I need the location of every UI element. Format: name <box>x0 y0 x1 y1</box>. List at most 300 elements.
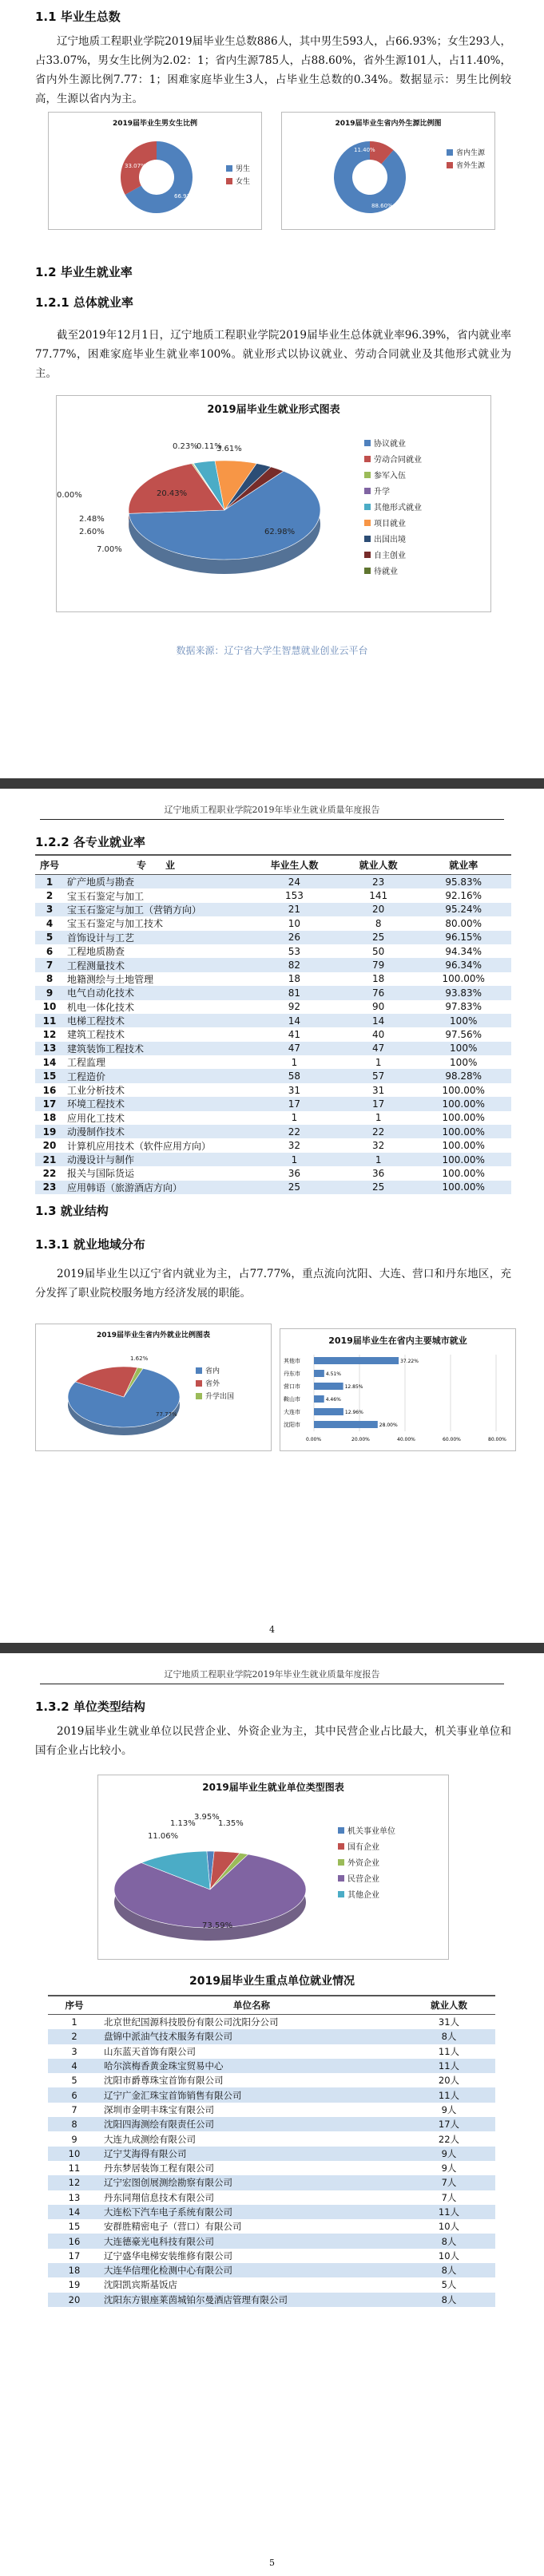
legend-label: 协议就业 <box>374 440 406 449</box>
table-cell: 50 <box>372 945 385 957</box>
table-cell: 3 <box>35 903 64 916</box>
legend-item <box>364 485 422 497</box>
table-row <box>48 2190 495 2205</box>
table-cell: 25 <box>341 1181 416 1194</box>
pie-value-label-1: 20.43% <box>157 489 188 498</box>
table-row <box>35 1166 511 1180</box>
bar-2 <box>314 1383 343 1390</box>
table-cell: 153 <box>284 890 304 902</box>
bar-0 <box>314 1357 399 1364</box>
page-number: 5 <box>269 2558 275 2568</box>
table-cell: 大连华信理化检测中心有限公司 <box>101 2263 403 2277</box>
bar-value-label: 28.00% <box>379 1423 398 1428</box>
region-legend <box>196 1363 234 1403</box>
pie-value-label-5: 7.00% <box>97 545 122 554</box>
bar-value-label: 12.96% <box>344 1410 363 1415</box>
region-chart-title: 2019届毕业生省内外就业比例图表 <box>96 1332 211 1339</box>
data-source: 数据来源：辽宁省大学生智慧就业创业云平台 <box>176 645 368 656</box>
paragraph-region: 2019届毕业生以辽宁省内就业为主，占77.77%，重点流向沈阳、大连、营口和丹东地区，充分发挥了职业院校服务地方经济发展的职能。 <box>35 1268 511 1300</box>
legend-label: 自主创业 <box>374 552 406 560</box>
table-cell: 24 <box>248 875 341 889</box>
col-header: 就业率 <box>415 855 511 875</box>
heading-total: 1.1 毕业生总数 <box>35 10 121 24</box>
units-chart <box>97 1775 449 1960</box>
forms-chart-title: 2019届毕业生就业形式图表 <box>207 404 340 416</box>
table-row <box>35 931 511 944</box>
donut-label-out: 11.40% <box>354 147 375 153</box>
units-legend <box>338 1820 395 1904</box>
heading-rate: 1.2 毕业生就业率 <box>35 265 133 279</box>
legend-swatch <box>196 1367 202 1374</box>
bar-1 <box>314 1370 324 1377</box>
table-cell: 1 <box>291 1112 298 1124</box>
legend-swatch <box>338 1875 344 1882</box>
legend-item <box>338 1824 395 1836</box>
table-cell: 13 <box>68 2191 81 2203</box>
page-2 <box>0 789 544 1643</box>
table-cell: 环境工程技术 <box>64 1097 248 1110</box>
units-table <box>48 1995 495 2307</box>
table-cell: 宝玉石鉴定与加工技术 <box>67 918 164 930</box>
legend-swatch <box>196 1380 202 1387</box>
table-cell: 8人 <box>403 2029 495 2044</box>
table-cell: 工程测量技术 <box>64 958 248 971</box>
legend-label: 参军入伍 <box>374 472 406 481</box>
table-row <box>35 1097 511 1110</box>
table-row <box>48 2015 495 2030</box>
table-cell: 31 <box>372 1084 385 1096</box>
table-cell: 19 <box>68 2279 81 2291</box>
legend-label: 待就业 <box>374 568 398 576</box>
table-cell: 22人 <box>438 2133 460 2145</box>
legend-swatch <box>364 552 371 558</box>
table-cell: 16 <box>42 1084 57 1096</box>
legend-swatch <box>364 536 371 542</box>
table-row <box>35 944 511 958</box>
table-cell: 辽宁广金汇珠宝首饰销售有限公司 <box>101 2087 403 2102</box>
table-cell: 100.00% <box>442 1140 485 1152</box>
table-row <box>35 958 511 971</box>
table-cell: 辽宁盛华电梯安装维修有限公司 <box>104 2250 232 2261</box>
legend-item <box>338 1856 395 1868</box>
category-label: 大连市 <box>284 1409 300 1415</box>
x-tick-label: 80.00% <box>488 1437 506 1442</box>
table-cell: 动漫制作技术 <box>64 1125 248 1138</box>
legend-label: 国有企业 <box>347 1843 379 1852</box>
table-cell: 大连德豪光电科技有限公司 <box>101 2234 403 2248</box>
bar-value-label: 4.51% <box>325 1371 341 1377</box>
major-table <box>35 854 511 1194</box>
table-cell: 11人 <box>403 2087 495 2102</box>
table-cell: 6 <box>46 945 54 957</box>
table-cell: 北京世纪国源科技股份有限公司沈阳分公司 <box>104 2016 279 2028</box>
table-cell: 100.00% <box>415 1097 511 1110</box>
pie-value-label-0: 62.98% <box>264 528 296 536</box>
table-cell: 1 <box>291 1056 298 1068</box>
table-row <box>48 2234 495 2248</box>
table-cell: 应用化工技术 <box>67 1112 125 1124</box>
units-pie <box>98 1794 448 1960</box>
table-cell: 丹东同翔信息技术有限公司 <box>104 2191 214 2203</box>
table-cell: 18 <box>48 2263 101 2277</box>
x-tick-label: 60.00% <box>443 1437 461 1442</box>
bar-value-label: 12.85% <box>344 1384 363 1390</box>
table-cell: 6 <box>48 2087 101 2102</box>
legend-label: 升学 <box>374 488 390 497</box>
table-cell: 1 <box>248 1153 341 1166</box>
table-cell: 建筑装饰工程技术 <box>64 1042 248 1055</box>
table-cell: 工程造价 <box>64 1069 248 1082</box>
heading-structure: 1.3 就业结构 <box>35 1204 109 1218</box>
table-cell: 58 <box>248 1069 341 1082</box>
table-cell: 7 <box>71 2103 77 2115</box>
legend-item <box>364 501 422 512</box>
table-cell: 17人 <box>403 2117 495 2131</box>
table-cell: 23 <box>341 875 416 889</box>
legend-item <box>196 1365 234 1375</box>
table-cell: 工业分析技术 <box>67 1085 125 1097</box>
table-cell: 17 <box>341 1097 416 1110</box>
table-row <box>48 2059 495 2073</box>
table-cell: 5 <box>71 2075 77 2087</box>
region-chart <box>35 1324 272 1451</box>
pie-value-label-4: 11.06% <box>148 1832 179 1841</box>
forms-chart <box>56 395 491 612</box>
legend-label: 外资企业 <box>347 1859 379 1868</box>
table-cell: 8 <box>48 2117 101 2131</box>
table-cell: 22 <box>341 1125 416 1138</box>
donut-label-female: 33.07% <box>125 163 146 169</box>
table-cell: 97.83% <box>445 1001 482 1013</box>
bar-value-label: 37.22% <box>400 1359 419 1364</box>
table-cell: 21 <box>248 903 341 916</box>
table-cell: 大连松下汽车电子系统有限公司 <box>101 2205 403 2219</box>
table-cell: 13 <box>35 1042 64 1055</box>
legend-swatch <box>364 440 371 446</box>
pie-value-label-6: 2.60% <box>79 528 105 536</box>
page-header: 辽宁地质工程职业学院2019年毕业生就业质量年度报告 <box>40 1653 504 1684</box>
cities-chart <box>280 1328 516 1451</box>
pie-value-label-7: 2.48% <box>79 515 105 524</box>
forms-legend <box>364 433 422 580</box>
bar-4 <box>314 1408 343 1415</box>
table-cell: 哈尔滨梅香黄金珠宝贸易中心 <box>101 2059 403 2073</box>
table-row <box>48 2277 495 2292</box>
table-cell: 安群胜精密电子（营口）有限公司 <box>104 2221 242 2233</box>
table-cell: 93.83% <box>415 986 511 999</box>
table-cell: 工程地质勘查 <box>67 946 125 958</box>
paragraph-unit: 2019届毕业生就业单位以民营企业、外资企业为主，其中民营企业占比最大，机关事业单位和国有企业占比较小。 <box>35 1725 511 1757</box>
table-cell: 94.34% <box>445 945 482 957</box>
table-row <box>48 2103 495 2117</box>
table-cell: 9 <box>71 2133 77 2145</box>
table-row <box>48 2087 495 2102</box>
table-cell: 矿产地质与勘查 <box>64 875 248 889</box>
table-cell: 11 <box>68 2162 81 2174</box>
x-tick-label: 20.00% <box>351 1437 370 1442</box>
x-tick-label: 0.00% <box>306 1437 322 1442</box>
table-cell: 79 <box>341 958 416 971</box>
heading-region: 1.3.1 就业地域分布 <box>35 1237 145 1252</box>
legend-item <box>364 453 422 465</box>
table-cell: 98.28% <box>415 1069 511 1082</box>
origin-legend <box>447 144 485 172</box>
table-cell: 1 <box>341 1153 416 1166</box>
pie-value-label-8: 0.00% <box>57 491 82 500</box>
table-cell: 100.00% <box>442 1084 485 1096</box>
table-row <box>35 1083 511 1097</box>
legend-item: 省内生源 <box>447 147 485 157</box>
legend-item <box>196 1391 234 1401</box>
table-cell: 5人 <box>441 2279 457 2291</box>
table-cell: 20人 <box>438 2075 460 2087</box>
pie-value-label-3: 73.59% <box>202 1921 233 1930</box>
table-row <box>48 2131 495 2146</box>
pie-value-label-2: 1.62% <box>130 1355 149 1362</box>
table-cell: 40 <box>372 1028 385 1040</box>
table-row <box>35 875 511 889</box>
table-cell: 100.00% <box>442 1167 485 1179</box>
heading-overall: 1.2.1 总体就业率 <box>35 295 133 310</box>
legend-label: 项目就业 <box>374 520 406 528</box>
table-cell: 15 <box>35 1069 64 1082</box>
legend-label: 省内 <box>205 1367 220 1375</box>
paragraph-overall: 截至2019年12月1日，辽宁地质工程职业学院2019届毕业生总体就业率96.39%，省内就业率77.77%，困难家庭毕业生就业率100%。就业形式以协议就业、劳动合同就业及其他形式就业为主。 <box>35 329 511 380</box>
table-row <box>48 2117 495 2131</box>
col-header: 就业人数 <box>341 855 416 875</box>
table-cell: 4 <box>46 917 54 929</box>
table-cell: 1 <box>71 2016 77 2028</box>
origin-chart <box>281 112 495 230</box>
legend-label: 出国出境 <box>374 536 406 544</box>
table-cell: 31人 <box>438 2016 460 2028</box>
table-cell: 7 <box>35 958 64 971</box>
table-cell: 32 <box>372 1140 385 1152</box>
page-1 <box>0 0 544 778</box>
table-cell: 141 <box>369 890 388 902</box>
table-row <box>35 1069 511 1082</box>
table-cell: 76 <box>341 986 416 999</box>
pie-value-label-0: 77.77% <box>156 1411 177 1418</box>
table-row <box>35 1014 511 1027</box>
table-cell: 9人 <box>441 2162 457 2174</box>
table-cell: 18 <box>288 973 301 985</box>
legend-item <box>364 548 422 560</box>
legend-swatch <box>364 456 371 462</box>
table-cell: 盘锦中派油气技术服务有限公司 <box>101 2029 403 2044</box>
table-row <box>35 903 511 916</box>
paragraph-total: 辽宁地质工程职业学院2019届毕业生总数886人，其中男生593人，占66.93%；女生293人，占33.07%，男女生比例为2.02：1；省内生源785人，占88.60%，省外生源101人，占11.40%，省内外生源比例7.77：1；困难家庭毕业生3人，占毕业生总数的0.34%。数据显示：男生比例较高，生源以省内为主。 <box>35 35 511 105</box>
table-row <box>35 1181 511 1194</box>
table-row <box>35 1055 511 1069</box>
bar-value-label: 4.46% <box>325 1397 341 1403</box>
table-row <box>35 972 511 986</box>
table-cell: 动漫设计与制作 <box>64 1153 248 1166</box>
table-cell: 15 <box>68 2221 81 2233</box>
pie-value-label-4: 3.61% <box>216 445 242 453</box>
table-cell: 8人 <box>403 2234 495 2248</box>
table-cell: 18 <box>372 973 385 985</box>
units-table-title: 2019届毕业生重点单位就业情况 <box>189 1975 355 1988</box>
pie-value-label-2: 0.23% <box>173 442 198 451</box>
table-cell: 深圳市金明丰珠宝有限公司 <box>104 2103 214 2115</box>
table-row <box>35 1111 511 1125</box>
table-row <box>35 986 511 999</box>
page-3 <box>0 1653 544 2576</box>
table-cell: 4 <box>48 2059 101 2073</box>
table-cell: 10人 <box>438 2221 460 2233</box>
page-number: 4 <box>269 1624 275 1635</box>
table-cell: 19 <box>35 1125 64 1138</box>
table-cell: 16 <box>48 2234 101 2248</box>
table-cell: 47 <box>341 1042 416 1055</box>
table-cell: 14 <box>248 1014 341 1027</box>
legend-swatch <box>364 568 371 574</box>
table-row <box>35 916 511 930</box>
table-cell: 100.00% <box>415 1181 511 1194</box>
table-cell: 辽宁艾海得有限公司 <box>101 2147 403 2161</box>
table-cell: 工程监理 <box>67 1057 106 1069</box>
table-cell: 建筑工程技术 <box>67 1029 125 1041</box>
gender-legend <box>226 160 250 188</box>
table-row <box>48 2249 495 2263</box>
category-label: 鞍山市 <box>284 1396 300 1403</box>
origin-chart-title: 2019届毕业生省内外生源比例图 <box>335 120 442 128</box>
legend-swatch <box>338 1843 344 1850</box>
heading-unit: 1.3.2 单位类型结构 <box>35 1700 145 1714</box>
bar-3 <box>314 1395 324 1403</box>
donut-label-male: 66.93% <box>174 193 196 200</box>
table-cell: 地籍测绘与土地管理 <box>67 973 154 985</box>
table-cell: 10 <box>288 917 301 929</box>
table-cell: 100.00% <box>415 1153 511 1166</box>
table-cell: 5 <box>35 931 64 944</box>
origin-donut <box>282 128 494 228</box>
table-cell: 95.83% <box>415 875 511 889</box>
legend-label: 其他形式就业 <box>374 504 422 512</box>
col-header: 序号 <box>35 855 64 875</box>
table-cell: 电气自动化技术 <box>64 986 248 999</box>
table-cell: 36 <box>372 1167 385 1179</box>
heading-major: 1.2.2 各专业就业率 <box>35 835 145 849</box>
table-cell: 81 <box>248 986 341 999</box>
units-chart-title: 2019届毕业生就业单位类型图表 <box>202 1782 344 1793</box>
table-row <box>35 1125 511 1138</box>
table-cell: 宝玉石鉴定与加工 <box>67 890 145 902</box>
table-row <box>35 1042 511 1055</box>
page-header: 辽宁地质工程职业学院2019年毕业生就业质量年度报告 <box>40 789 504 820</box>
table-cell: 8 <box>375 917 382 929</box>
table-cell: 11人 <box>438 2045 460 2057</box>
table-cell: 22 <box>42 1167 57 1179</box>
table-cell: 53 <box>288 945 301 957</box>
table-cell: 14 <box>48 2205 101 2219</box>
table-row <box>35 888 511 902</box>
col-header: 序号 <box>48 1996 101 2015</box>
table-cell: 2 <box>48 2029 101 2044</box>
col-header: 专 业 <box>64 855 248 875</box>
legend-item <box>364 437 422 449</box>
table-row <box>48 2219 495 2234</box>
table-cell: 82 <box>248 958 341 971</box>
legend-item <box>338 1872 395 1884</box>
table-row <box>48 2073 495 2087</box>
table-cell: 8人 <box>403 2293 495 2307</box>
table-cell: 10 <box>48 2147 101 2161</box>
table-cell: 25 <box>248 1181 341 1194</box>
table-row <box>48 2263 495 2277</box>
legend-label: 机关事业单位 <box>347 1827 395 1836</box>
table-cell: 23 <box>35 1181 64 1194</box>
legend-label: 省外 <box>205 1380 220 1388</box>
table-cell: 山东蓝天首饰有限公司 <box>104 2045 196 2057</box>
forms-pie <box>57 416 490 614</box>
table-cell: 20 <box>42 1140 57 1152</box>
table-cell: 11人 <box>403 2059 495 2073</box>
table-row <box>48 2147 495 2161</box>
category-label: 丹东市 <box>284 1371 300 1377</box>
table-row <box>35 1153 511 1166</box>
cities-chart-title: 2019届毕业生在省内主要城市就业 <box>328 1335 467 1346</box>
legend-item <box>364 564 422 576</box>
table-row <box>48 2029 495 2044</box>
table-row <box>48 2161 495 2175</box>
table-cell: 100.00% <box>442 1112 485 1124</box>
table-cell: 大连九成测绘有限公司 <box>104 2133 196 2145</box>
table-cell: 8人 <box>403 2263 495 2277</box>
pie-value-label-1: 3.95% <box>194 1813 220 1822</box>
table-cell: 11人 <box>403 2205 495 2219</box>
legend-swatch <box>364 472 371 478</box>
table-cell: 9人 <box>403 2147 495 2161</box>
table-cell: 95.24% <box>415 903 511 916</box>
table-cell: 97.56% <box>445 1028 482 1040</box>
table-cell: 14 <box>341 1014 416 1027</box>
table-cell: 电梯工程技术 <box>64 1014 248 1027</box>
gender-chart <box>48 112 262 230</box>
table-cell: 7人 <box>441 2191 457 2203</box>
col-header: 就业人数 <box>403 1996 495 2015</box>
cities-bar <box>280 1347 515 1450</box>
category-label: 其他市 <box>284 1358 300 1364</box>
legend-item <box>364 532 422 544</box>
legend-item <box>338 1840 395 1852</box>
legend-item <box>338 1888 395 1900</box>
table-cell: 计算机应用技术（软件应用方向） <box>67 1140 212 1152</box>
table-cell: 32 <box>288 1140 301 1152</box>
table-cell: 丹东梦居装饰工程有限公司 <box>104 2162 214 2174</box>
table-cell: 7人 <box>403 2175 495 2190</box>
table-cell: 100% <box>415 1042 511 1055</box>
legend-label: 民营企业 <box>347 1875 379 1884</box>
table-cell: 31 <box>288 1084 301 1096</box>
table-cell: 14 <box>42 1056 57 1068</box>
table-cell: 12 <box>48 2175 101 2190</box>
table-cell: 80.00% <box>445 917 482 929</box>
pie-value-label-0: 1.13% <box>170 1819 196 1828</box>
table-cell: 20 <box>341 903 416 916</box>
bar-5 <box>314 1421 378 1428</box>
table-cell: 9人 <box>441 2103 457 2115</box>
region-pie <box>36 1339 271 1450</box>
table-cell: 100.00% <box>442 973 485 985</box>
table-row <box>35 1027 511 1041</box>
table-cell: 41 <box>288 1028 301 1040</box>
table-cell: 辽宁宏图创展测绘勘察有限公司 <box>101 2175 403 2190</box>
table-cell: 47 <box>248 1042 341 1055</box>
legend-swatch <box>364 488 371 494</box>
table-cell: 17 <box>248 1097 341 1110</box>
